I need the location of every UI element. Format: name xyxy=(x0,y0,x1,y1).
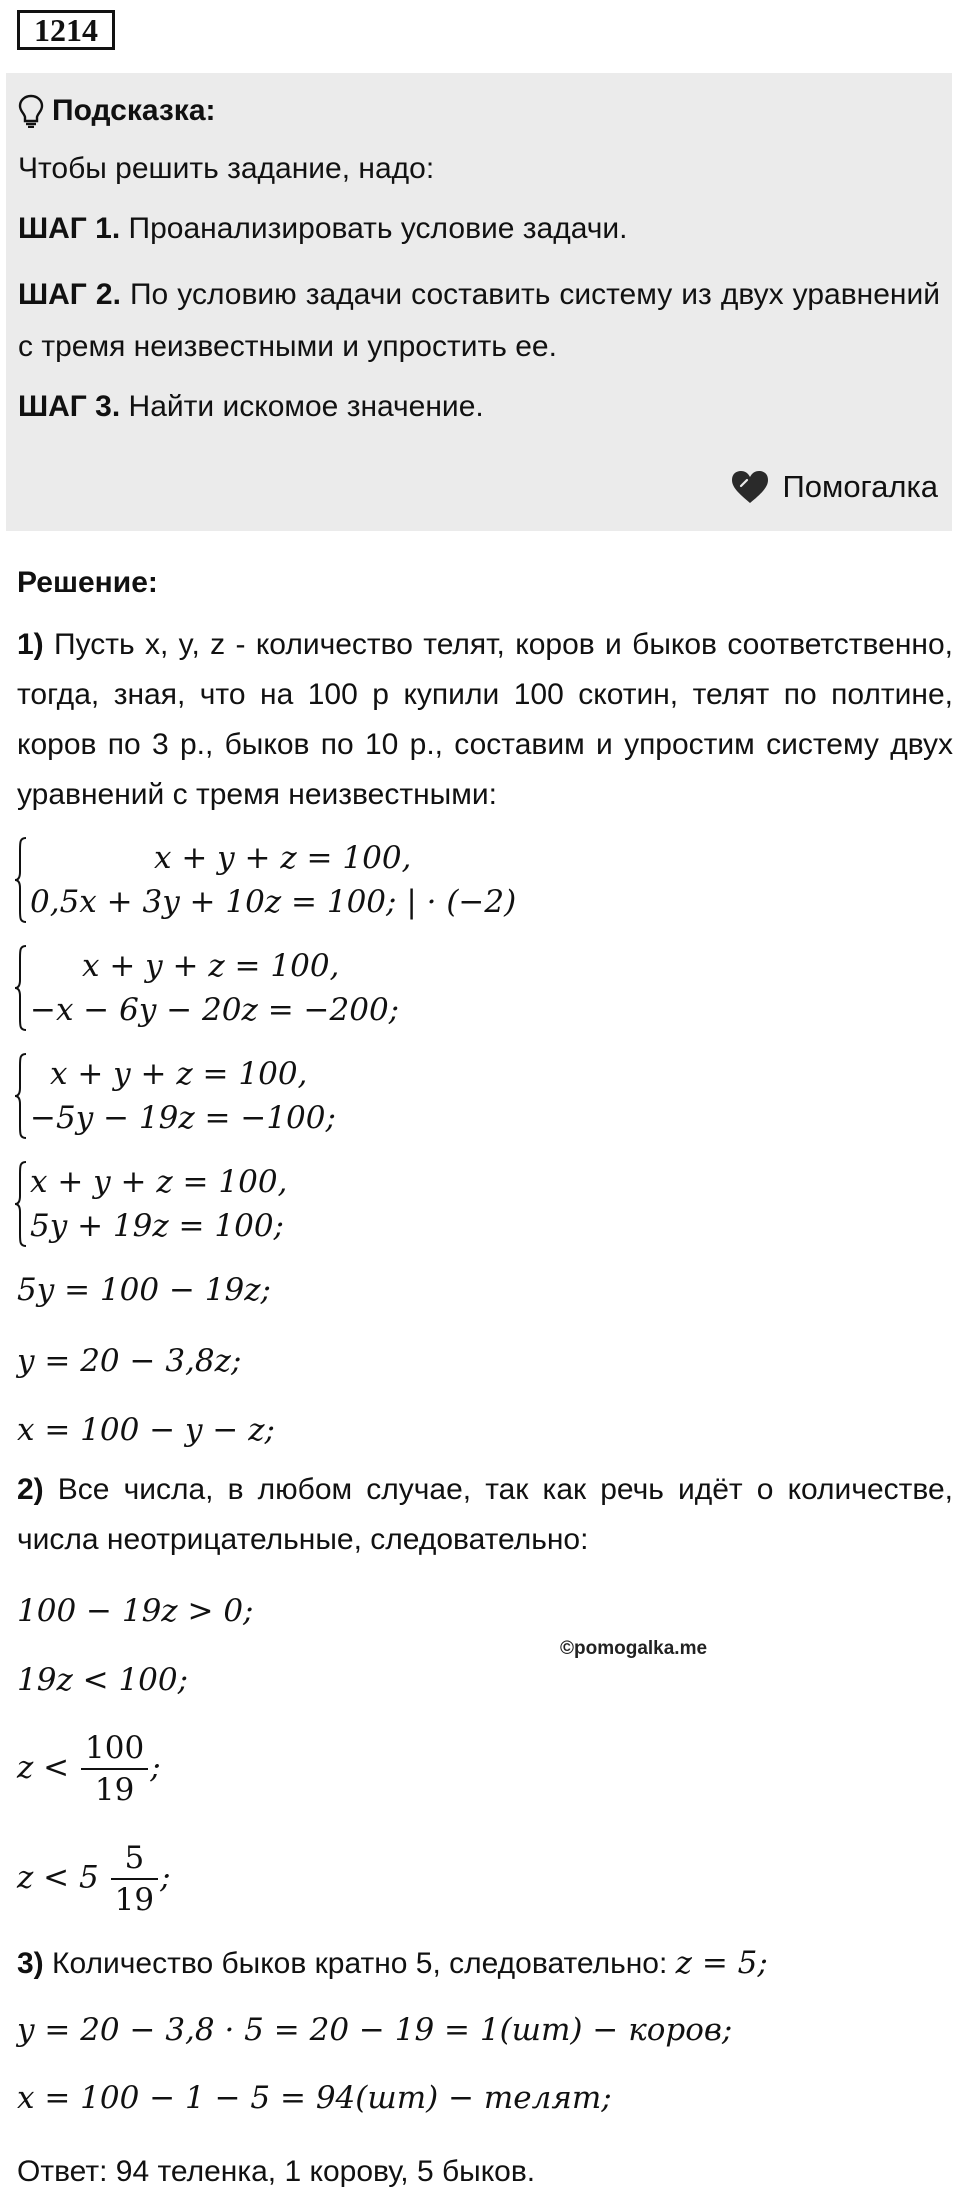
inequality-4 xyxy=(17,1838,171,1920)
fraction-denominator: 19 xyxy=(114,1882,155,1918)
inequality-2: 19z < 100; xyxy=(17,1662,189,1698)
lightbulb-icon xyxy=(18,94,44,128)
system-2-row-1: x + y + z = 100, xyxy=(82,948,340,984)
semicolon: ; xyxy=(160,1859,171,1896)
hint-step-2-text: По условию задачи составить систему из двух уравнений с тремя неизвестными и упростить ее. xyxy=(18,278,940,363)
system-3-row-2: −5y − 19z = −100; xyxy=(30,1100,336,1136)
equation-y: y = 20 − 3,8z; xyxy=(17,1343,242,1379)
fraction-numerator: 5 xyxy=(111,1838,158,1880)
hint-title-row xyxy=(18,83,940,139)
fraction-denominator: 19 xyxy=(94,1772,135,1808)
hint-step-1 xyxy=(18,209,940,249)
equation-y-result: y = 20 − 3,8 · 5 = 20 − 19 = 1(шт) − коров; xyxy=(17,2012,733,2048)
heart-icon xyxy=(730,469,770,505)
paragraph-2-label: 2) xyxy=(17,1473,44,1506)
inequality-3-left: z < xyxy=(17,1749,70,1786)
hint-intro: Чтобы решить задание, надо: xyxy=(18,152,435,185)
system-2-row-2: −x − 6y − 20z = −200; xyxy=(30,992,400,1028)
hint-panel xyxy=(6,73,952,531)
equation-x-result: x = 100 − 1 − 5 = 94(шт) − телят; xyxy=(17,2080,612,2116)
paragraph-1-text: Пусть x, y, z - количество телят, коров и быков соответственно, тогда, зная, что на 100 р купили 100 скотин, телят по полтине, коров по 3 р., быков по 10 р., составим и упростим систему двух уравнений с тремя неизвестными: xyxy=(17,628,953,811)
inequality-3 xyxy=(17,1728,161,1810)
paragraph-1 xyxy=(17,620,953,820)
system-1-row-1: x + y + z = 100, xyxy=(154,840,412,876)
brace-icon xyxy=(14,836,28,924)
watermark: ©pomogalka.me xyxy=(560,1638,708,1659)
paragraph-1-label: 1) xyxy=(17,628,44,661)
equation-system-3 xyxy=(14,1052,336,1140)
equation-system-2 xyxy=(14,944,399,1032)
paragraph-2-text: Все числа, в любом случае, так как речь идёт о количестве, числа неотрицательные, следовательно: xyxy=(17,1473,953,1556)
brace-icon xyxy=(14,1160,28,1248)
brand xyxy=(730,469,938,505)
equation-system-1 xyxy=(14,836,516,924)
paragraph-3-label: 3) xyxy=(17,1947,44,1980)
paragraph-2 xyxy=(17,1465,953,1565)
fraction-5-19 xyxy=(111,1838,158,1920)
hint-step-3-text: Найти искомое значение. xyxy=(128,390,484,423)
system-3-row-1: x + y + z = 100, xyxy=(50,1056,308,1092)
answer: Ответ: 94 теленка, 1 корову, 5 быков. xyxy=(17,2155,536,2188)
hint-step-1-text: Проанализировать условие задачи. xyxy=(128,212,628,245)
brace-icon xyxy=(14,1052,28,1140)
fraction-100-19 xyxy=(81,1728,148,1810)
hint-step-2 xyxy=(18,269,940,373)
brand-name: Помогалка xyxy=(782,469,938,504)
system-4-row-2: 5y + 19z = 100; xyxy=(30,1208,284,1244)
paragraph-3 xyxy=(17,1938,768,1989)
hint-step-1-label: ШАГ 1. xyxy=(18,212,121,245)
hint-title: Подсказка: xyxy=(52,94,216,127)
equation-5y: 5y = 100 − 19z; xyxy=(17,1272,271,1308)
paragraph-3-text: Количество быков кратно 5, следовательно: xyxy=(52,1947,668,1980)
hint-step-2-label: ШАГ 2. xyxy=(18,278,121,311)
equation-system-4 xyxy=(14,1160,287,1248)
solution-heading: Решение: xyxy=(17,566,158,599)
task-number: 1214 xyxy=(17,10,115,50)
hint-step-3 xyxy=(18,387,940,427)
paragraph-3-math: z = 5; xyxy=(675,1945,768,1981)
inequality-1: 100 − 19z > 0; xyxy=(17,1593,254,1629)
fraction-numerator: 100 xyxy=(81,1728,148,1770)
brace-icon xyxy=(14,944,28,1032)
system-4-row-1: x + y + z = 100, xyxy=(30,1164,288,1200)
inequality-4-left: z < 5 xyxy=(17,1859,99,1896)
hint-step-3-label: ШАГ 3. xyxy=(18,390,121,423)
equation-x: x = 100 − y − z; xyxy=(17,1412,275,1448)
system-1-row-2: 0,5x + 3y + 10z = 100; | · (−2) xyxy=(30,884,517,920)
semicolon: ; xyxy=(150,1749,161,1786)
